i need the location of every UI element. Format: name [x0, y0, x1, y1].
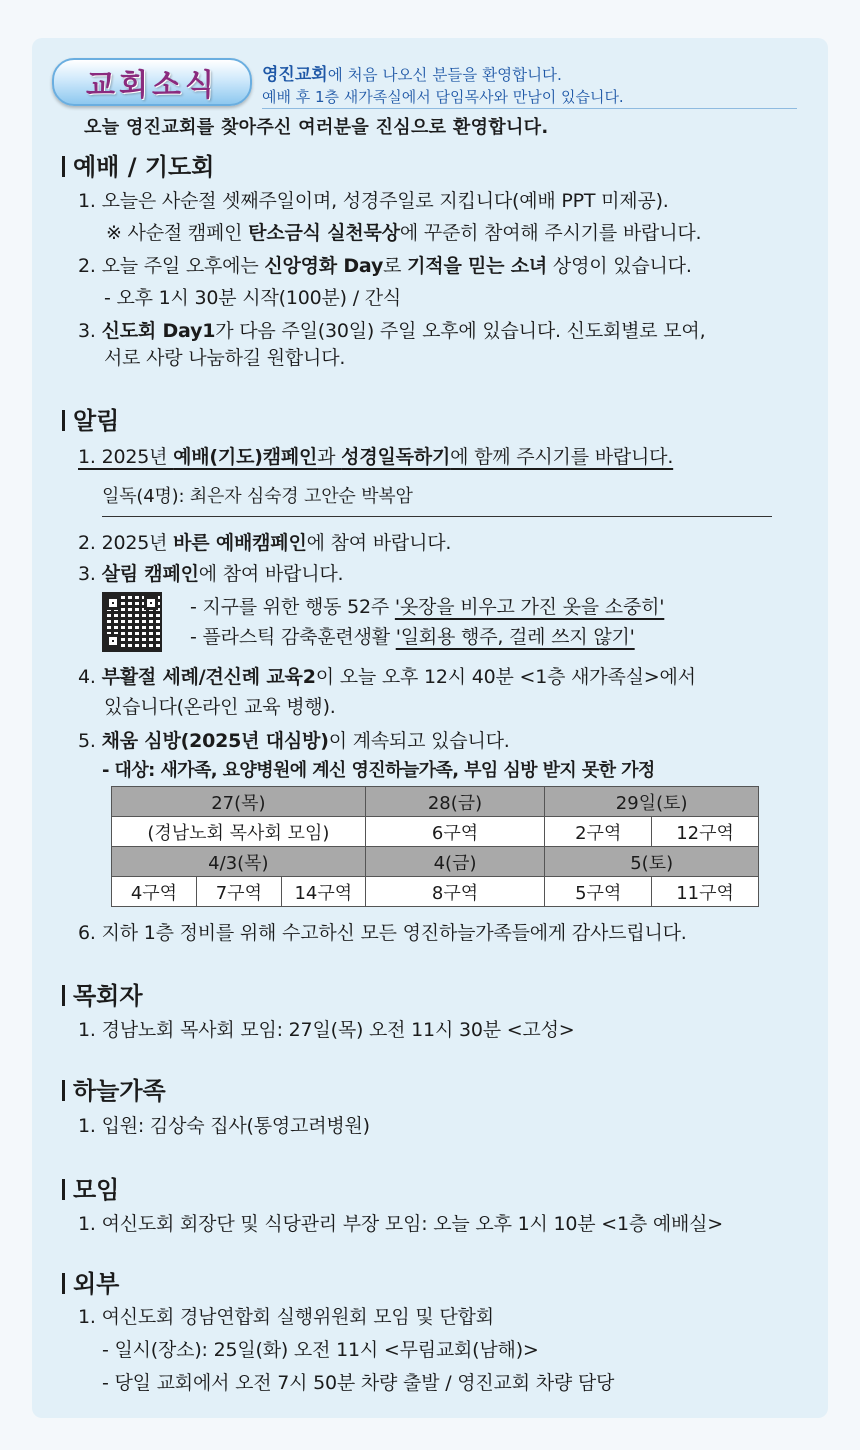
table-row: [112, 847, 759, 877]
header-greeting: [262, 60, 562, 85]
n3b: 살림 캠페인: [101, 563, 199, 585]
church-name: 영진교회: [262, 65, 328, 85]
logo-text: 교회소식: [86, 68, 218, 103]
worship-item-1: 1. 오늘은 사순절 셋째주일이며, 성경주일로 지킵니다(예배 PPT 미제공).: [78, 190, 669, 212]
w3b: 신도회 Day1: [101, 320, 216, 342]
table-cell: 7구역: [196, 877, 281, 907]
worship-item-3-cont: 서로 사랑 나눔하길 원합니다.: [104, 347, 346, 369]
table-row: [112, 817, 759, 847]
n4c: 이 오늘 오후 12시 40분 <1층 새가족실>에서: [315, 666, 696, 688]
w3a: 3.: [78, 320, 102, 342]
header-greeting-rest: 에 처음 나오신 분들을 환영합니다.: [327, 66, 562, 84]
external-item-1-sub-2: - 당일 교회에서 오전 7시 50분 차량 출발 / 영진교회 차량 담당: [102, 1372, 615, 1394]
qr-finder: [106, 634, 120, 648]
n3s2b: '일회용 행주, 걸레 쓰지 않기': [395, 626, 635, 648]
table-cell: 11구역: [652, 877, 759, 907]
table-cell: 4(금): [365, 847, 545, 877]
n3s1a: - 지구를 위한 행동 52주: [190, 596, 395, 618]
table-cell: 29일(토): [545, 787, 759, 817]
table-cell: 4/3(목): [112, 847, 366, 877]
notice-item-1: [78, 442, 673, 469]
n1c: 과: [317, 446, 342, 468]
section-title-notice: 알림: [62, 401, 119, 436]
n4a: 4.: [78, 666, 102, 688]
table-cell: 5구역: [545, 877, 652, 907]
welcome-message: 오늘 영진교회를 찾아주신 여러분을 진심으로 환영합니다.: [84, 117, 549, 138]
note-text: ※ 사순절 캠페인: [106, 222, 249, 244]
n3s1b: '옷장을 비우고 가진 옷을 소중히': [394, 596, 665, 618]
n1a: 1. 2025년: [78, 446, 174, 468]
n5c: 이 계속되고 있습니다.: [328, 730, 510, 752]
n2b: 바른 예배캠페인: [173, 532, 307, 554]
section-title-meeting: 모임: [62, 1170, 119, 1205]
table-cell: 5(토): [545, 847, 759, 877]
table-cell: (경남노회 목사회 모임): [112, 817, 366, 847]
qr-finder: [144, 596, 158, 610]
table-cell: 8구역: [365, 877, 545, 907]
external-item-1-sub-1: - 일시(장소): 25일(화) 오전 11시 <무림교회(남해)>: [102, 1339, 539, 1361]
notice-item-3-sub-1: [190, 592, 664, 619]
worship-item-2-sub: - 오후 1시 30분 시작(100분) / 간식: [104, 287, 402, 309]
n4b: 부활절 세례/견신례 교육2: [101, 666, 316, 688]
table-cell: 2구역: [545, 817, 652, 847]
table-row: [112, 877, 759, 907]
table-cell: 14구역: [281, 877, 365, 907]
worship-item-2: [78, 251, 692, 278]
header-meeting-note: 예배 후 1층 새가족실에서 담임목사와 만남이 있습니다.: [262, 88, 624, 106]
w2a: 2. 오늘 주일 오후에는: [78, 255, 265, 277]
qr-finder: [106, 596, 120, 610]
family-item-1: 1. 입원: 김상숙 집사(통영고려병원): [78, 1115, 370, 1137]
table-cell: 6구역: [365, 817, 545, 847]
table-cell: 28(금): [365, 787, 545, 817]
notice-item-5: [78, 726, 510, 753]
n3c: 에 참여 바랍니다.: [198, 563, 344, 585]
n1d: 성경일독하기: [341, 446, 451, 468]
notice-item-6: 6. 지하 1층 정비를 위해 수고하신 모든 영진하늘가족들에게 감사드립니다.: [78, 922, 687, 944]
table-cell: 27(목): [112, 787, 366, 817]
external-item-1: 1. 여신도회 경남연합회 실행위원회 모임 및 단합회: [78, 1306, 494, 1328]
notice-item-2: [78, 528, 451, 555]
notice-item-4: [78, 662, 696, 689]
church-news-logo: [52, 58, 252, 106]
section-title-pastor: 목회자: [62, 976, 143, 1011]
worship-item-1-note: [106, 218, 701, 245]
section-title-family: 하늘가족: [62, 1071, 166, 1106]
n3a: 3.: [78, 563, 102, 585]
meeting-item-1: 1. 여신도회 회장단 및 식당관리 부장 모임: 오늘 오후 1시 10분 <1층 예배실>: [78, 1213, 724, 1235]
n5a: 5.: [78, 730, 102, 752]
notice-item-3: [78, 559, 343, 586]
n1e: 에 함께 주시기를 바랍니다.: [450, 446, 674, 468]
notice-item-1-readers: 일독(4명): 최은자 심숙경 고안순 박복암: [102, 486, 413, 507]
table-cell: 4구역: [112, 877, 197, 907]
table-row: [112, 787, 759, 817]
note-text-end: 에 꾸준히 참여해 주시기를 바랍니다.: [399, 222, 702, 244]
notice-item-3-sub-2: [190, 622, 635, 649]
pastor-item-1: 1. 경남노회 목사회 모임: 27일(목) 오전 11시 30분 <고성>: [78, 1019, 575, 1041]
n3s2a: - 플라스틱 감축훈련생활: [190, 626, 396, 648]
w2d: 기적을 믿는 소녀: [407, 255, 548, 277]
n5b: 채움 심방(2025년 대심방): [101, 730, 329, 752]
n1b: 예배(기도)캠페인: [173, 446, 318, 468]
n2a: 2. 2025년: [78, 532, 174, 554]
w2c: 로: [383, 255, 408, 277]
table-cell: 12구역: [652, 817, 759, 847]
w3c: 가 다음 주일(30일) 주일 오후에 있습니다. 신도회별로 모여,: [215, 320, 706, 342]
worship-item-3: [78, 316, 705, 343]
header-divider: [262, 108, 797, 109]
notice-item-5-target: - 대상: 새가족, 요양병원에 계신 영진하늘가족, 부임 심방 받지 못한 가정: [102, 760, 655, 781]
visitation-schedule-table: [111, 786, 759, 907]
section-title-worship: 예배 / 기도회: [62, 147, 214, 182]
note-bold: 탄소금식 실천묵상: [248, 222, 400, 244]
w2e: 상영이 있습니다.: [547, 255, 692, 277]
section-title-external: 외부: [62, 1264, 119, 1299]
readers-underline: [102, 516, 772, 517]
n2c: 에 참여 바랍니다.: [306, 532, 452, 554]
qr-code-icon[interactable]: [102, 592, 162, 652]
notice-item-4-cont: 있습니다(온라인 교육 병행).: [104, 696, 336, 718]
w2b: 신앙영화 Day: [264, 255, 384, 277]
